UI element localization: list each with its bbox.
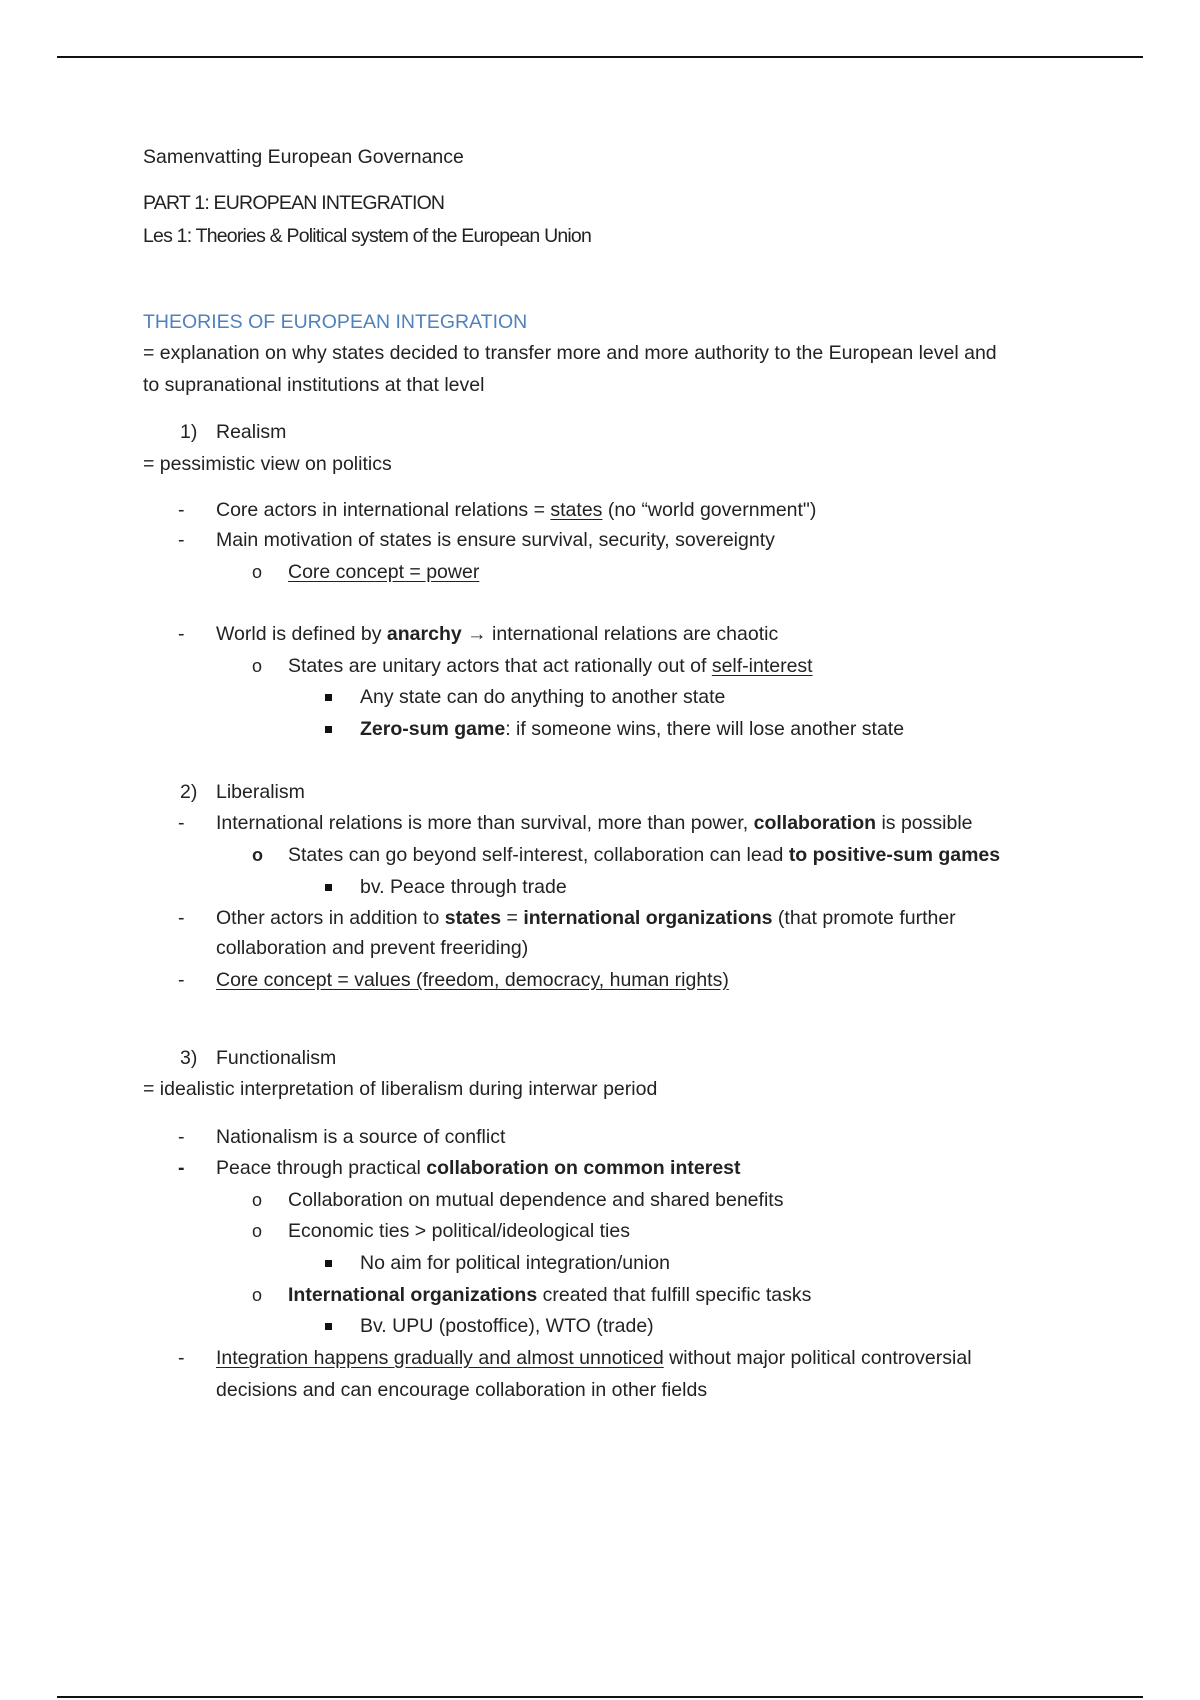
liberalism-point-2: Other actors in addition to states = international organizations (that promote further — [216, 907, 956, 929]
liberalism-point-2-continued: collaboration and prevent freeriding) — [216, 937, 529, 959]
dash-bullet: - — [178, 812, 185, 834]
functionalism-definition: = idealistic interpretation of liberalism during interwar period — [143, 1078, 658, 1100]
dash-bullet: - — [178, 1157, 185, 1179]
dash-bullet: - — [178, 529, 185, 551]
realism-point-3a-ii: Zero-sum game: if someone wins, there will lose another state — [360, 718, 905, 740]
realism-point-2: Main motivation of states is ensure survival, security, sovereignty — [216, 529, 775, 551]
realism-point-3: World is defined by anarchy → international relations are chaotic — [216, 623, 779, 645]
dash-bullet: - — [178, 1347, 185, 1369]
functionalism-point-3: Integration happens gradually and almost unnoticed without major political controversial — [216, 1347, 972, 1369]
square-bullet-icon — [325, 1260, 332, 1267]
list-number: 3) — [180, 1047, 198, 1069]
square-bullet-icon — [325, 726, 332, 733]
square-bullet-icon — [325, 884, 332, 891]
functionalism-point-3-continued: decisions and can encourage collaboration in other fields — [216, 1379, 708, 1401]
functionalism-point-2: Peace through practical collaboration on common interest — [216, 1157, 741, 1179]
lesson-heading: Les 1: Theories & Political system of the European Union — [143, 225, 592, 247]
header-rule — [57, 56, 1143, 58]
footer-rule — [57, 1696, 1143, 1698]
square-bullet-icon — [325, 694, 332, 701]
functionalism-point-2c-i: Bv. UPU (postoffice), WTO (trade) — [360, 1315, 654, 1337]
liberalism-point-3: Core concept = values (freedom, democracy, human rights) — [216, 969, 729, 991]
circle-bullet: o — [252, 1221, 263, 1241]
dash-bullet: - — [178, 623, 185, 645]
circle-bullet: o — [252, 1190, 263, 1210]
liberalism-title: Liberalism — [216, 781, 305, 803]
realism-point-3a-i: Any state can do anything to another state — [360, 686, 726, 708]
functionalism-point-2b-i: No aim for political integration/union — [360, 1252, 671, 1274]
realism-point-1: Core actors in international relations = states (no “world government") — [216, 499, 817, 521]
circle-bullet: o — [252, 845, 263, 865]
circle-bullet: o — [252, 656, 263, 676]
document-title: Samenvatting European Governance — [143, 146, 464, 168]
circle-bullet: o — [252, 562, 263, 582]
list-number: 1) — [180, 421, 198, 443]
realism-point-2a: Core concept = power — [288, 561, 480, 583]
realism-definition: = pessimistic view on politics — [143, 453, 392, 475]
realism-title: Realism — [216, 421, 287, 443]
dash-bullet: - — [178, 499, 185, 521]
functionalism-title: Functionalism — [216, 1047, 337, 1069]
functionalism-point-1: Nationalism is a source of conflict — [216, 1126, 506, 1148]
section-definition-line-2: to supranational institutions at that level — [143, 374, 485, 396]
square-bullet-icon — [325, 1323, 332, 1330]
part-heading: PART 1: EUROPEAN INTEGRATION — [143, 192, 445, 214]
dash-bullet: - — [178, 969, 185, 991]
functionalism-point-2b: Economic ties > political/ideological ties — [288, 1220, 630, 1242]
liberalism-point-1: International relations is more than survival, more than power, collaboration is possible — [216, 812, 973, 834]
liberalism-point-1a-i: bv. Peace through trade — [360, 876, 567, 898]
functionalism-point-2c: International organizations created that fulfill specific tasks — [288, 1284, 812, 1306]
section-heading: THEORIES OF EUROPEAN INTEGRATION — [143, 311, 528, 333]
dash-bullet: - — [178, 907, 185, 929]
dash-bullet: - — [178, 1126, 185, 1148]
liberalism-point-1a: States can go beyond self-interest, collaboration can lead to positive-sum games — [288, 844, 1001, 866]
circle-bullet: o — [252, 1285, 263, 1305]
realism-point-3a: States are unitary actors that act rationally out of self-interest — [288, 655, 813, 677]
list-number: 2) — [180, 781, 198, 803]
section-definition-line-1: = explanation on why states decided to transfer more and more authority to the European level and — [143, 342, 997, 364]
functionalism-point-2a: Collaboration on mutual dependence and shared benefits — [288, 1189, 784, 1211]
